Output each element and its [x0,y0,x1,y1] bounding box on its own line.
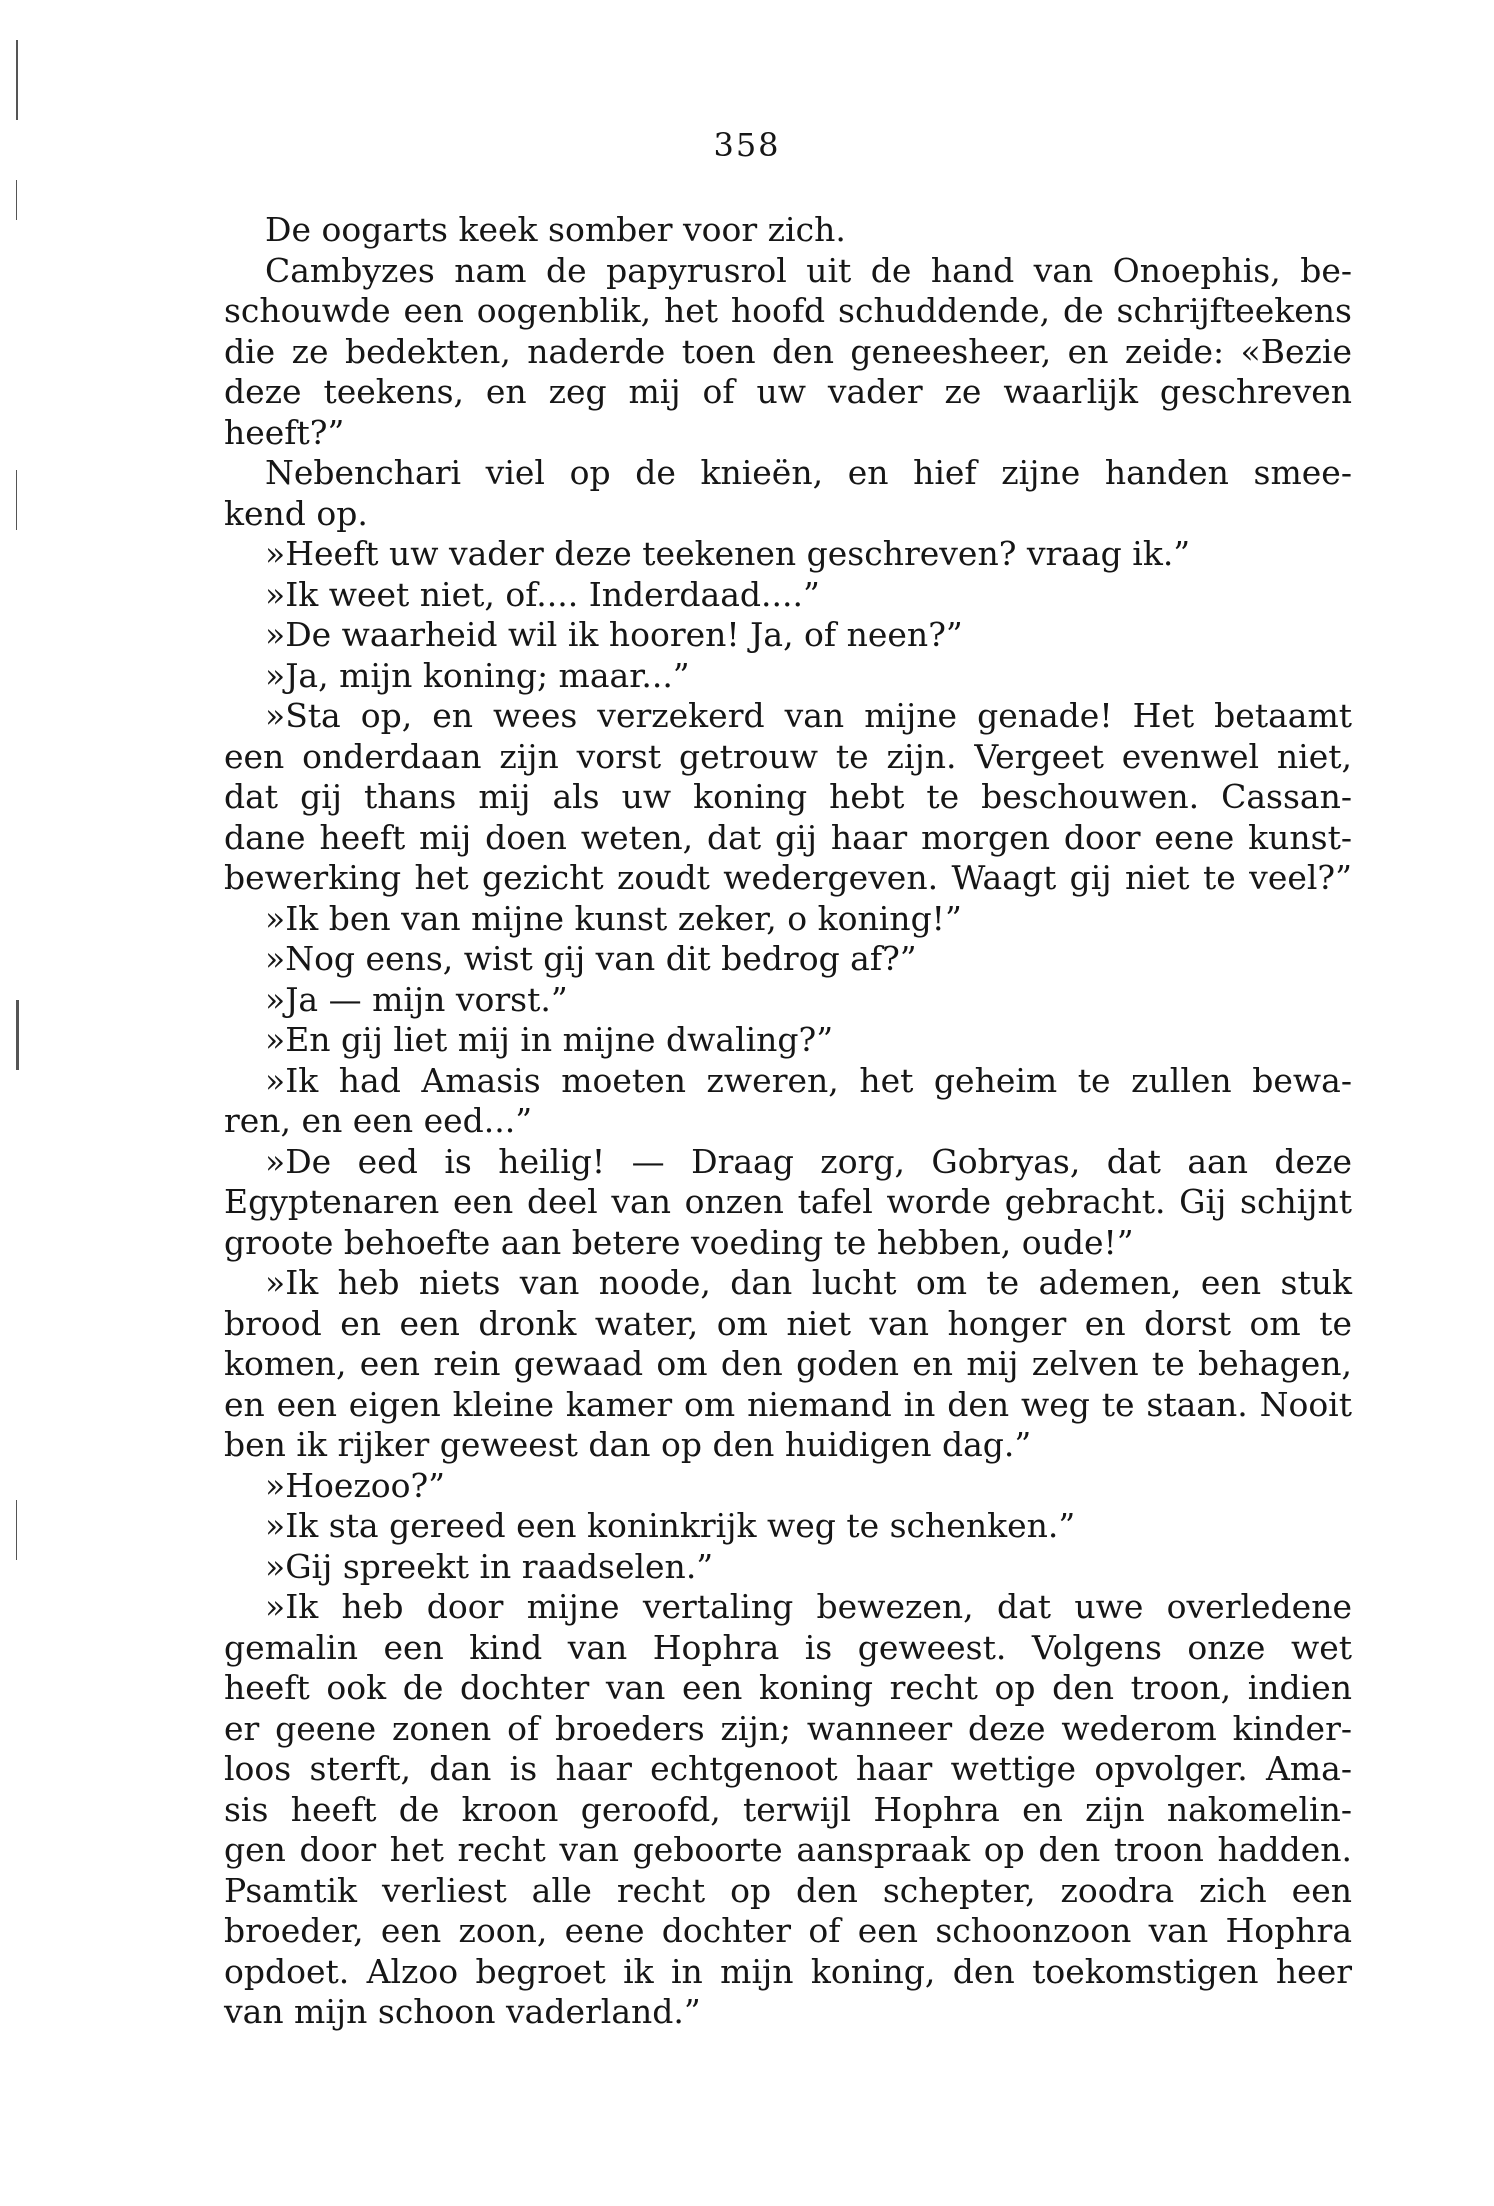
text-line: heeft?” [224,412,345,452]
text-line: »Sta op, en wees verzekerd van mijne genade! Het betaamt [265,696,1352,735]
binding-edge-mark [16,180,17,220]
text-line: heeft ook de dochter van een koning recht op den troon, indien [224,1668,1352,1707]
text-line: een onderdaan zijn vorst getrouw te zijn. Vergeet evenwel niet, [224,736,1352,776]
text-line: »Hoezoo?” [265,1465,446,1505]
text-line: sis heeft de kroon geroofd, terwijl Hophra en zijn nakomelin- [224,1789,1352,1829]
text-line: »Heeft uw vader deze teekenen geschreven? vraag ik.” [265,534,1191,573]
text-line: gen door het recht van geboorte aanspraak op den troon hadden. [224,1830,1352,1869]
binding-edge-mark [16,1000,19,1070]
text-line: loos sterft, dan is haar echtgenoot haar wettige opvolger. Ama- [224,1749,1352,1788]
text-line: van mijn schoon vaderland.” [224,1992,701,2031]
text-line: schouwde een oogenblik, het hoofd schuddende, de schrijfteekens [224,291,1352,330]
text-line: gemalin een kind van Hophra is geweest. Volgens onze wet [224,1627,1352,1667]
text-line: »Ik had Amasis moeten zweren, het geheim te zullen bewa- [265,1060,1352,1100]
text-line: ren, en een eed...” [224,1101,533,1140]
text-line: ben ik rijker geweest dan op den huidigen dag.” [224,1425,1032,1464]
page-number: 358 [713,126,781,164]
text-line: Cambyzes nam de papyrusrol uit de hand van Onoephis, be- [265,250,1352,290]
text-line: kend op. [224,493,368,533]
text-line: brood en een dronk water, om niet van honger en dorst om te [224,1303,1352,1343]
text-line: »Ik ben van mijne kunst zeker, o koning!” [265,898,962,938]
text-line: Psamtik verliest alle recht op den schepter, zoodra zich een [224,1870,1352,1910]
text-line: »Ik weet niet, of.... Inderdaad....” [265,574,820,614]
text-line: komen, een rein gewaad om den goden en mij zelven te behagen, [224,1344,1352,1383]
text-line: »De waarheid wil ik hooren! Ja, of neen?” [265,615,963,654]
binding-edge-mark [16,40,18,120]
text-line: er geene zonen of broeders zijn; wanneer deze wederom kinder- [224,1708,1352,1748]
text-line: »Ik heb niets van noode, dan lucht om te ademen, een stuk [265,1263,1352,1302]
text-line: De oogarts keek somber voor zich. [265,210,846,249]
text-line: bewerking het gezicht zoudt wedergeven. Waagt gij niet te veel?” [224,858,1352,897]
binding-edge-mark [16,470,17,530]
binding-edge-mark [16,1500,17,1560]
text-line: »Ik sta gereed een koninkrijk weg te schenken.” [265,1506,1076,1545]
text-line: dane heeft mij doen weten, dat gij haar morgen door eene kunst- [224,817,1352,857]
text-line: »En gij liet mij in mijne dwaling?” [265,1020,834,1059]
text-line: »Gij spreekt in raadselen.” [265,1546,714,1586]
text-line: en een eigen kleine kamer om niemand in den weg te staan. Nooit [224,1384,1352,1424]
text-line: groote behoefte aan betere voeding te hebben, oude!” [224,1222,1134,1262]
text-line: die ze bedekten, naderde toen den geneesheer, en zeide: «Bezie [224,331,1352,371]
text-line: »Ja, mijn koning; maar...” [265,655,690,695]
text-line: opdoet. Alzoo begroet ik in mijn koning, den toekomstigen heer [224,1951,1352,1991]
text-line: »De eed is heilig! — Draag zorg, Gobryas, dat aan deze [265,1141,1352,1181]
text-line: dat gij thans mij als uw koning hebt te beschouwen. Cassan- [224,777,1352,816]
text-line: »Ik heb door mijne vertaling bewezen, dat uwe overledene [265,1587,1352,1626]
text-line: »Nog eens, wist gij van dit bedrog af?” [265,939,917,978]
body-text [224,210,1352,2033]
text-line: Nebenchari viel op de knieën, en hief zijne handen smee- [265,453,1352,492]
text-line: broeder, een zoon, eene dochter of een schoonzoon van Hophra [224,1911,1352,1950]
text-line: Egyptenaren een deel van onzen tafel worde gebracht. Gij schijnt [224,1182,1352,1221]
text-line: »Ja — mijn vorst.” [265,979,568,1019]
text-line: deze teekens, en zeg mij of uw vader ze waarlijk geschreven [224,372,1352,411]
